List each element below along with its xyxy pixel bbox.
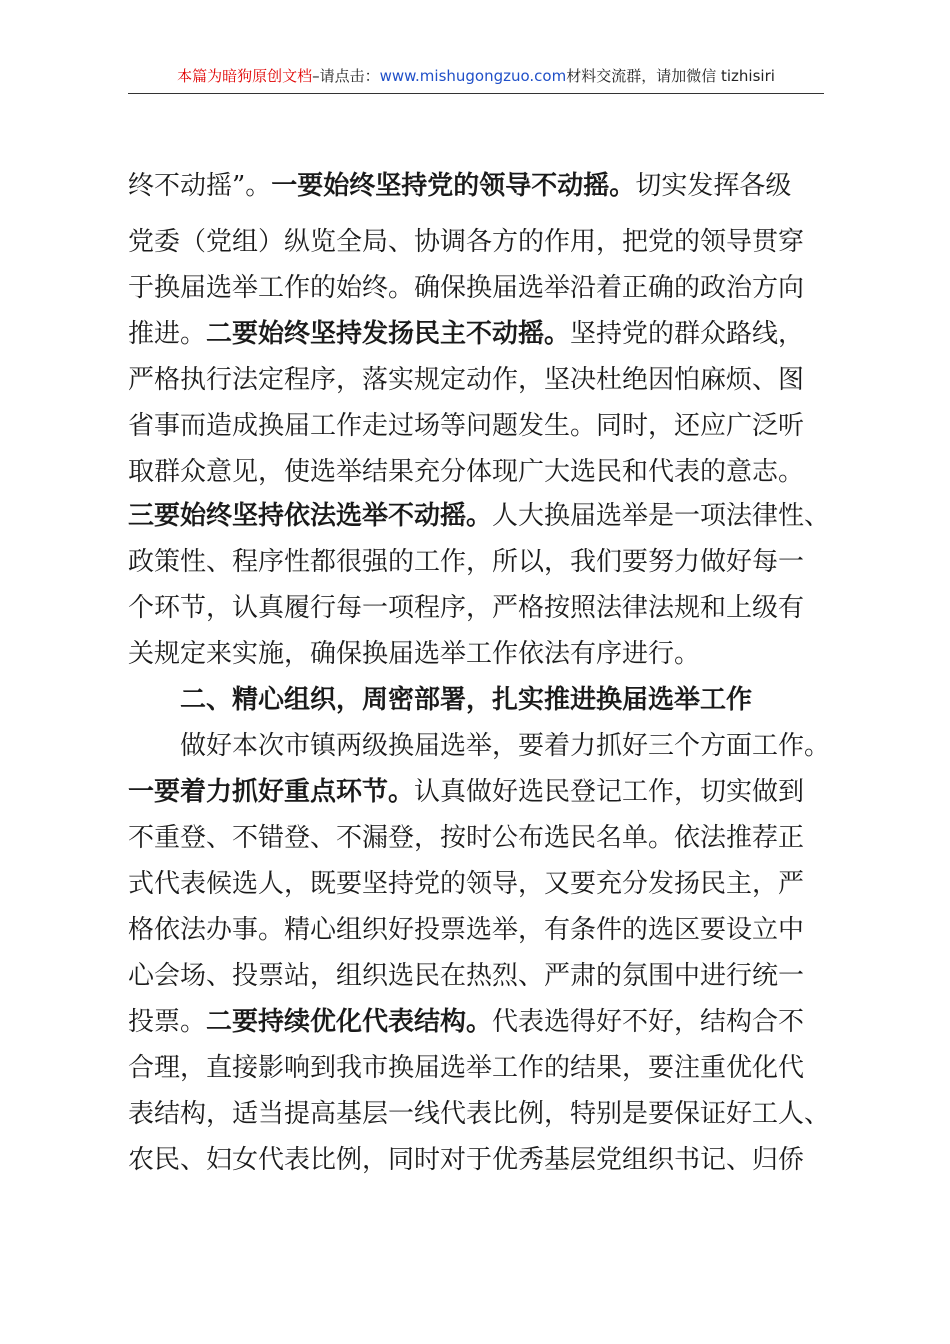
text-run: 切实发挥各级 xyxy=(635,171,792,201)
section-heading xyxy=(180,682,880,718)
text-line xyxy=(128,1096,831,1132)
text-line xyxy=(128,498,831,534)
text-run: 关规定来实施，确保换届选举工作依法有序进行。 xyxy=(128,639,701,669)
text-run: 坚持党的群众路线， xyxy=(570,319,805,349)
bold-phrase: 二要始终坚持发扬民主不动摇。 xyxy=(206,319,571,349)
text-run: 终不动摇”。 xyxy=(128,171,272,201)
text-run: 取群众意见，使选举结果充分体现广大选民和代表的意志。 xyxy=(128,457,805,487)
text-run: 心会场、投票站，组织选民在热烈、严肃的氛围中进行统一 xyxy=(128,961,805,991)
text-line xyxy=(128,1004,828,1040)
text-run: 投票。 xyxy=(128,1007,207,1037)
text-line xyxy=(128,912,828,948)
text-run: 于换届选举工作的始终。确保换届选举沿着正确的政治方向 xyxy=(128,273,805,303)
text-line xyxy=(128,224,828,260)
text-line xyxy=(128,270,828,306)
text-line xyxy=(128,168,828,204)
header-url-link[interactable]: www.mishugongzuo.com xyxy=(379,67,567,85)
text-run: 省事而造成换届工作走过场等问题发生。同时，还应广泛听 xyxy=(128,411,805,441)
text-line xyxy=(128,1050,828,1086)
text-line xyxy=(128,1142,828,1178)
text-line xyxy=(128,454,828,490)
text-line xyxy=(180,728,880,764)
bold-phrase: 一要始终坚持党的领导不动摇。 xyxy=(271,171,636,201)
bold-phrase: 二要持续优化代表结构。 xyxy=(206,1007,493,1037)
text-line xyxy=(128,820,828,856)
text-run: 严格执行法定程序，落实规定动作，坚决杜绝因怕麻烦、图 xyxy=(128,365,805,395)
text-line xyxy=(128,958,828,994)
text-run: 认真做好选民登记工作，切实做到 xyxy=(414,777,805,807)
text-line xyxy=(128,774,828,810)
text-run: 表结构，适当提高基层一线代表比例，特别是要保证好工人、 xyxy=(128,1099,831,1129)
bold-phrase: 三要始终坚持依法选举不动摇。 xyxy=(128,501,493,531)
text-line xyxy=(128,636,828,672)
text-line xyxy=(128,362,828,398)
text-run: 不重登、不错登、不漏登，按时公布选民名单。依法推荐正 xyxy=(128,823,805,853)
text-run: 政策性、程序性都很强的工作，所以，我们要努力做好每一 xyxy=(128,547,805,577)
page-header xyxy=(128,66,824,86)
text-line xyxy=(128,316,828,352)
text-run: 推进。 xyxy=(128,319,207,349)
text-run: 式代表候选人，既要坚持党的领导，又要充分发扬民主，严 xyxy=(128,869,805,899)
header-divider xyxy=(128,93,824,94)
text-run: 农民、妇女代表比例，同时对于优秀基层党组织书记、归侨 xyxy=(128,1145,805,1175)
text-run: 人大换届选举是一项法律性、 xyxy=(492,501,831,531)
text-run: 代表选得好不好，结构合不 xyxy=(492,1007,805,1037)
header-brand: 本篇为暗狗原创文档 xyxy=(177,67,313,85)
text-run: 个环节，认真履行每一项程序，严格按照法律法规和上级有 xyxy=(128,593,805,623)
header-prompt: –请点击： xyxy=(312,67,380,85)
text-line xyxy=(128,408,828,444)
text-line xyxy=(128,590,828,626)
text-line xyxy=(128,866,828,902)
text-run: 合理，直接影响到我市换届选举工作的结果，要注重优化代 xyxy=(128,1053,805,1083)
bold-phrase: 二、精心组织，周密部署，扎实推进换届选举工作 xyxy=(180,685,753,715)
text-line xyxy=(128,544,828,580)
bold-phrase: 一要着力抓好重点环节。 xyxy=(128,777,415,807)
text-run: 党委（党组）纵览全局、协调各方的作用，把党的领导贯穿 xyxy=(128,227,805,257)
header-contact: 材料交流群，请加微信 tizhisiri xyxy=(566,67,775,85)
text-run: 格依法办事。精心组织好投票选举，有条件的选区要设立中 xyxy=(128,915,805,945)
text-run: 做好本次市镇两级换届选举，要着力抓好三个方面工作。 xyxy=(180,731,831,761)
